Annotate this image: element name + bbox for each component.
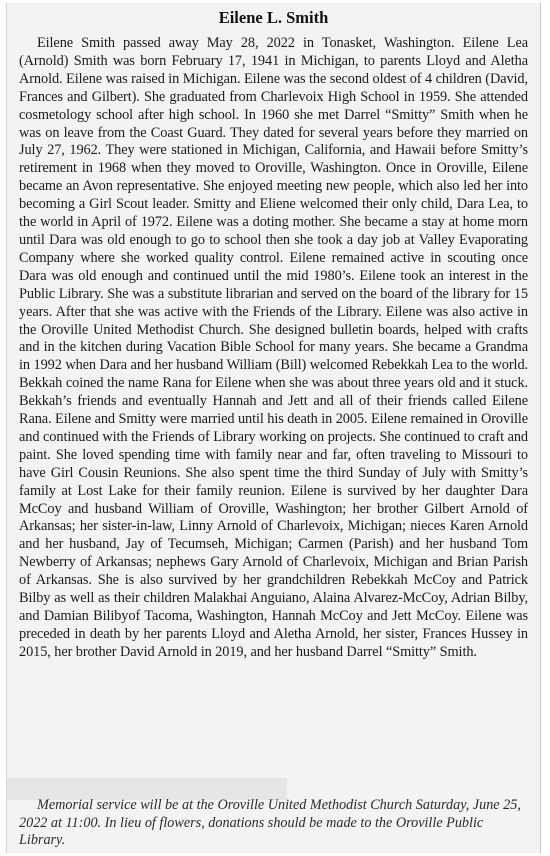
- obituary-body: Eilene Smith passed away May 28, 2022 in Tonasket, Washington. Eilene Lea (Arnold) Smith was born February 17, 1941 in Michigan, to parents Lloyd and Aletha Arnold. Eilene was raised in Michigan. Eilene was the second oldest of 4 children (David, Frances and Gilbert). She graduated from Charlevoix High School in 1959. She attended cosmetology school after high school. In 1960 she met Darrel “Smitty” Smith when he was on leave from the Coast Guard. They dated for several years before they married on July 27, 1962. They were stationed in Michigan, California, and Hawaii before Smitty’s retirement in 1968 when they moved to Oroville, Washington. Once in Oroville, Eilene became an Avon representative. She enjoyed meeting new people, which also led her into becoming a Girl Scout leader. Smitty and Eliene welcomed their only child, Dara Lea, to the world in April of 1972. Eilene was a doting mother. She became a stay at home morn until Dara was old enough to go to school then she took a day job at Valley Evaporating Company where she worked quality control. Eilene remained active in scouting once Dara was old enough and continued until the mid 1980’s. Eilene took an interest in the Public Library. She was a substitute librarian and served on the board of the library for 15 years. After that she was active with the Friends of the Library. Eilene was also active in the Oroville United Methodist Church. She designed bulletin boards, helped with crafts and in the kitchen during Vacation Bible School for many years. She became a Grandma in 1992 when Dara and her husband William (Bill) welcomed Rebekkah Lea to the world. Bekkah coined the name Rana for Eilene when she was about three years old and it stuck. Bekkah’s friends and eventually Hannah and Jett and all of their friends called Eilene Rana. Eilene and Smitty were married until his death in 2005. Eilene remained in Oroville and continued with the Friends of Library working on projects. She continued to craft and paint. She loved spending time with family near and far, often traveling to Missouri to have Girl Cousin Reunions. She also spent time the third Sunday of July with Smitty’s family at Lost Lake for their family reunion. Eilene is survived by her daughter Dara McCoy and husband William of Oroville, Washington; her brother Gilbert Arnold of Arkansas; her sister-in-law, Linny Arnold of Charlevoix, Michigan; nieces Karen Arnold and her husband, Jay of Tecumseh, Michigan; Carmen (Parish) and her husband Tom Newberry of Arkansas; nephews Gary Arnold of Charlevoix, Michigan and Brian Parish of Arkansas. She is also survived by her grandchildren Rebekkah McCoy and Patrick Bilby as well as their children Malakhai Anguiano, Alaina Alvarez-McCoy, Adrian Bilby, and Damian Bilibyof Tacoma, Washington, Hannah McCoy and Jett McCoy. Eilene was preceded in death by her parents Lloyd and Aletha Arnold, her sister, Frances Hussey in 2015, her brother David Arnold in 2019, and her husband Darrel “Smitty” Smith.: [19, 35, 528, 660]
- memorial-notice: Memorial service will be at the Oroville United Methodist Church Saturday, June 25, 2022 at 11:00. In lieu of flowers, donations should be made to the Oroville Public Library.: [19, 797, 521, 848]
- obituary-headline: Eilene L. Smith: [218, 8, 329, 27]
- newspaper-clipping: [6, 3, 541, 853]
